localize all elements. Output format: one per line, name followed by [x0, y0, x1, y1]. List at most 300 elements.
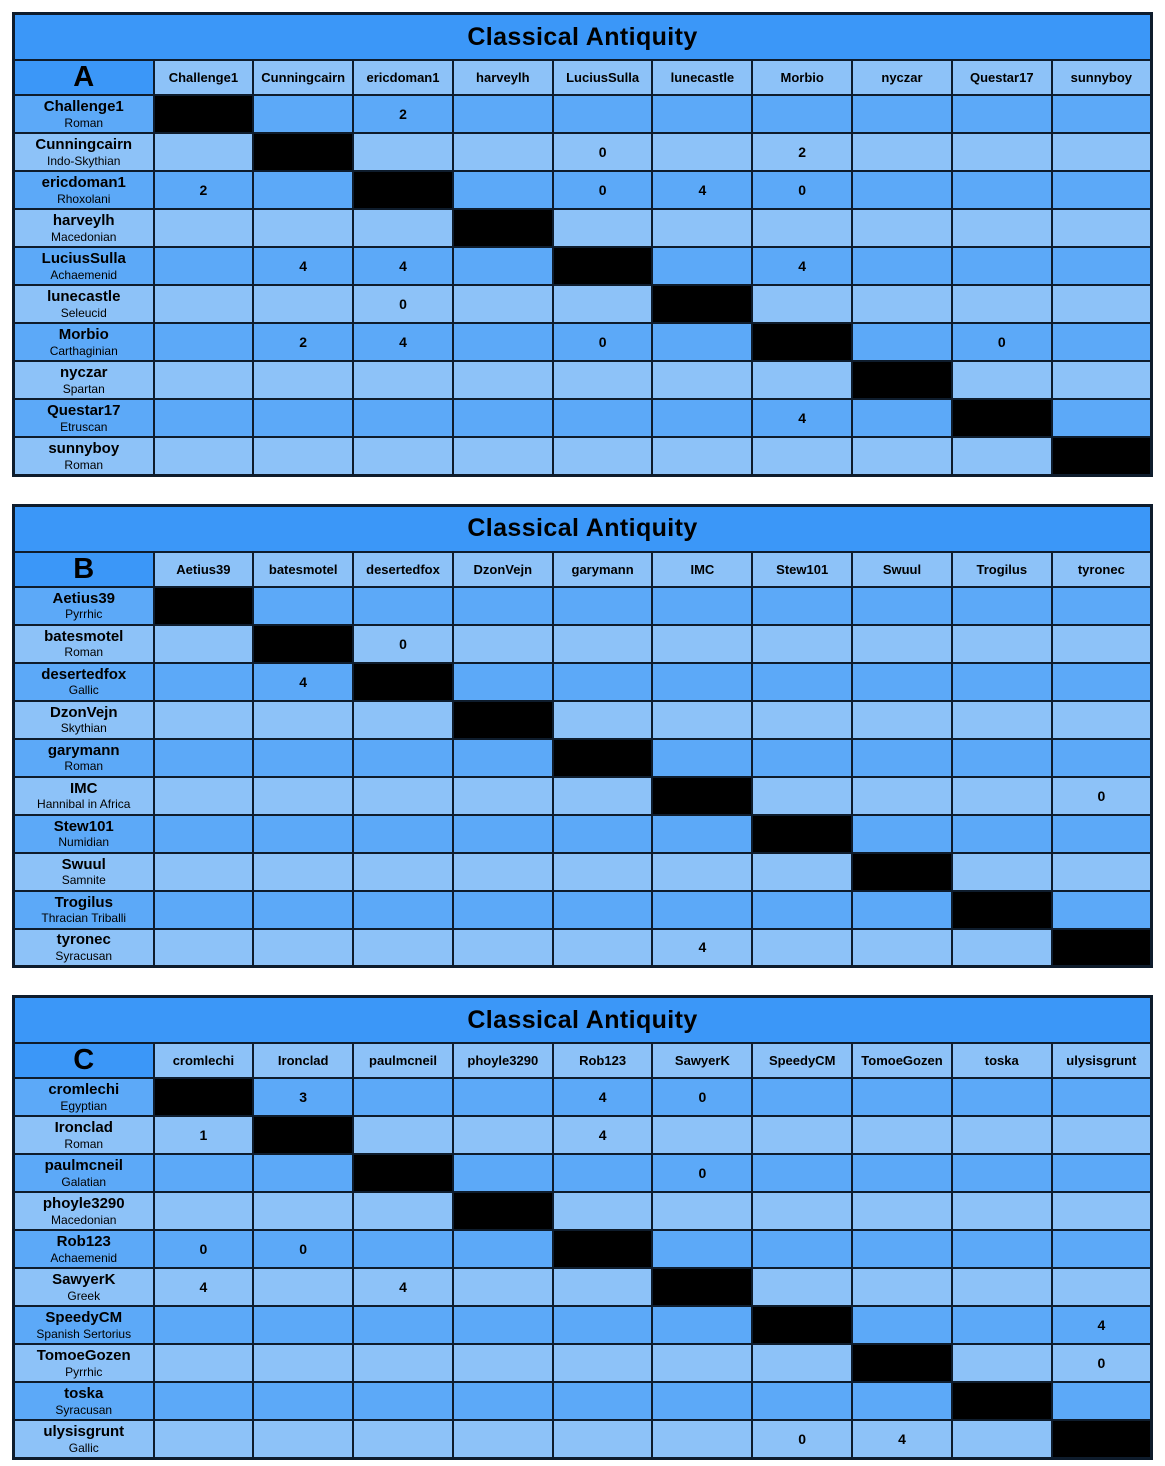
result-cell [652, 815, 752, 853]
result-cell [1052, 1192, 1152, 1230]
result-cell [253, 1420, 353, 1458]
result-cell [154, 929, 254, 967]
result-cell [1052, 399, 1152, 437]
result-cell: 4 [652, 171, 752, 209]
result-cell [453, 663, 553, 701]
diagonal-cell [154, 1078, 254, 1116]
result-cell [1052, 853, 1152, 891]
row-header [14, 1192, 154, 1230]
result-cell [952, 437, 1052, 475]
result-cell [253, 815, 353, 853]
result-cell [852, 1192, 952, 1230]
result-cell [154, 1420, 254, 1458]
table-body [14, 95, 1152, 475]
result-cell [652, 1192, 752, 1230]
diagonal-cell [553, 739, 653, 777]
result-cell [353, 1382, 453, 1420]
result-cell [154, 1154, 254, 1192]
result-cell [553, 663, 653, 701]
table-row [14, 701, 1152, 739]
result-cell [752, 1192, 852, 1230]
result-cell [253, 1268, 353, 1306]
diagonal-cell [652, 1268, 752, 1306]
result-cell [154, 701, 254, 739]
result-cell [253, 361, 353, 399]
result-cell: 2 [154, 171, 254, 209]
result-cell [952, 777, 1052, 815]
diagonal-cell [952, 399, 1052, 437]
result-cell: 0 [1052, 1344, 1152, 1382]
player-name: Morbio [58, 326, 109, 344]
result-cell [1052, 209, 1152, 247]
result-cell: 0 [353, 625, 453, 663]
result-cell [453, 1420, 553, 1458]
row-header [14, 171, 154, 209]
row-header [14, 133, 154, 171]
player-name: Cunningcairn [35, 136, 133, 154]
result-cell [952, 663, 1052, 701]
table-row [14, 1268, 1152, 1306]
row-header [14, 1230, 154, 1268]
result-cell [553, 437, 653, 475]
column-header: IMC [652, 552, 752, 587]
result-cell [453, 361, 553, 399]
result-cell [652, 247, 752, 285]
result-cell [952, 701, 1052, 739]
result-cell [652, 891, 752, 929]
result-cell [154, 891, 254, 929]
result-cell [952, 1344, 1052, 1382]
row-header [14, 587, 154, 625]
column-header: Aetius39 [154, 552, 254, 587]
player-faction: Roman [64, 115, 104, 130]
player-faction: Galatian [61, 1174, 107, 1189]
result-cell [453, 1154, 553, 1192]
player-faction: Etruscan [60, 419, 108, 434]
diagonal-cell [752, 323, 852, 361]
result-cell [353, 1078, 453, 1116]
result-cell [952, 171, 1052, 209]
result-cell [952, 361, 1052, 399]
column-header: SpeedyCM [752, 1043, 852, 1078]
result-cell [453, 929, 553, 967]
result-cell: 0 [752, 171, 852, 209]
result-cell [553, 587, 653, 625]
result-cell [952, 1420, 1052, 1458]
result-cell [752, 95, 852, 133]
result-cell: 4 [353, 247, 453, 285]
player-name: harveylh [52, 212, 115, 230]
column-header-row [14, 552, 1152, 587]
column-header: Cunningcairn [253, 60, 353, 95]
result-cell [553, 1268, 653, 1306]
result-cell [453, 891, 553, 929]
table-row [14, 1230, 1152, 1268]
row-header [14, 625, 154, 663]
column-header: TomoeGozen [852, 1043, 952, 1078]
result-cell [952, 815, 1052, 853]
diagonal-cell [952, 891, 1052, 929]
group-letter: A [14, 60, 154, 95]
result-cell [453, 323, 553, 361]
result-cell [453, 95, 553, 133]
result-cell [453, 853, 553, 891]
player-faction: Indo-Skythian [47, 153, 121, 168]
result-cell [752, 891, 852, 929]
result-cell [453, 1116, 553, 1154]
result-cell [453, 399, 553, 437]
result-cell: 4 [353, 323, 453, 361]
result-cell [652, 1116, 752, 1154]
result-cell [852, 1268, 952, 1306]
row-header [14, 1078, 154, 1116]
result-cell [952, 247, 1052, 285]
table-row [14, 1192, 1152, 1230]
diagonal-cell [154, 587, 254, 625]
table-row [14, 891, 1152, 929]
result-cell [952, 1268, 1052, 1306]
result-cell [353, 587, 453, 625]
result-cell [752, 929, 852, 967]
result-cell [952, 1154, 1052, 1192]
result-cell [453, 247, 553, 285]
result-cell [154, 739, 254, 777]
player-name: IMC [70, 779, 98, 797]
result-cell [253, 1382, 353, 1420]
result-cell: 4 [752, 399, 852, 437]
group-B-crosstable [12, 504, 1153, 969]
column-header-row [14, 1043, 1152, 1078]
result-cell [253, 1192, 353, 1230]
table-row [14, 929, 1152, 967]
result-cell [852, 133, 952, 171]
result-cell [453, 815, 553, 853]
result-cell [952, 929, 1052, 967]
result-cell [852, 739, 952, 777]
result-cell [154, 399, 254, 437]
result-cell: 4 [353, 1268, 453, 1306]
column-header: ericdoman1 [353, 60, 453, 95]
diagonal-cell [652, 777, 752, 815]
result-cell: 0 [553, 323, 653, 361]
row-header [14, 777, 154, 815]
result-cell [353, 361, 453, 399]
result-cell [852, 929, 952, 967]
player-name: Questar17 [47, 402, 121, 420]
player-faction: Achaemenid [50, 1250, 118, 1265]
result-cell [353, 209, 453, 247]
result-cell [453, 1344, 553, 1382]
result-cell [952, 1306, 1052, 1344]
table-row [14, 587, 1152, 625]
table-row [14, 209, 1152, 247]
result-cell: 4 [852, 1420, 952, 1458]
result-cell [154, 1306, 254, 1344]
result-cell [752, 853, 852, 891]
result-cell [1052, 361, 1152, 399]
result-cell [353, 133, 453, 171]
column-header: lunecastle [652, 60, 752, 95]
row-header [14, 739, 154, 777]
result-cell [154, 1192, 254, 1230]
result-cell [1052, 285, 1152, 323]
result-cell [652, 739, 752, 777]
result-cell [652, 323, 752, 361]
result-cell [253, 701, 353, 739]
result-cell [752, 625, 852, 663]
result-cell [1052, 1116, 1152, 1154]
column-header: garymann [553, 552, 653, 587]
result-cell [952, 1230, 1052, 1268]
diagonal-cell [652, 285, 752, 323]
result-cell: 0 [752, 1420, 852, 1458]
result-cell [553, 1420, 653, 1458]
result-cell [553, 1344, 653, 1382]
row-header [14, 437, 154, 475]
result-cell [752, 1154, 852, 1192]
group-A-crosstable [12, 12, 1153, 477]
result-cell [253, 209, 353, 247]
result-cell [652, 853, 752, 891]
table-row [14, 1344, 1152, 1382]
row-header [14, 209, 154, 247]
row-header [14, 663, 154, 701]
table-row [14, 1382, 1152, 1420]
result-cell: 1 [154, 1116, 254, 1154]
result-cell [553, 95, 653, 133]
table-row [14, 437, 1152, 475]
row-header [14, 815, 154, 853]
result-cell [752, 587, 852, 625]
table-row [14, 853, 1152, 891]
result-cell [752, 285, 852, 323]
tables-container [12, 12, 1153, 1460]
result-cell [652, 95, 752, 133]
table-row [14, 95, 1152, 133]
player-faction: Gallic [68, 1440, 99, 1455]
result-cell [852, 323, 952, 361]
result-cell [652, 663, 752, 701]
player-faction: Seleucid [60, 305, 107, 320]
result-cell [652, 587, 752, 625]
result-cell [852, 1306, 952, 1344]
table-head [14, 997, 1152, 1079]
result-cell [652, 1230, 752, 1268]
result-cell [154, 777, 254, 815]
result-cell [453, 437, 553, 475]
diagonal-cell [553, 247, 653, 285]
result-cell [1052, 1382, 1152, 1420]
column-header: harveylh [453, 60, 553, 95]
player-faction: Roman [64, 645, 104, 660]
result-cell [253, 399, 353, 437]
result-cell [752, 1268, 852, 1306]
diagonal-cell [1052, 437, 1152, 475]
player-faction: Greek [67, 1288, 101, 1303]
result-cell [1052, 95, 1152, 133]
result-cell [1052, 739, 1152, 777]
result-cell [453, 739, 553, 777]
result-cell [353, 815, 453, 853]
row-header [14, 1154, 154, 1192]
player-name: LuciusSulla [41, 250, 126, 268]
result-cell [553, 929, 653, 967]
result-cell [852, 701, 952, 739]
row-header [14, 323, 154, 361]
result-cell [1052, 625, 1152, 663]
result-cell [253, 891, 353, 929]
result-cell [453, 133, 553, 171]
player-faction: Achaemenid [50, 267, 118, 282]
result-cell [154, 625, 254, 663]
diagonal-cell [1052, 1420, 1152, 1458]
player-name: SpeedyCM [45, 1309, 123, 1327]
player-name: Aetius39 [52, 589, 116, 607]
result-cell [952, 285, 1052, 323]
column-header: Questar17 [952, 60, 1052, 95]
result-cell [154, 133, 254, 171]
table-title: Classical Antiquity [14, 997, 1152, 1044]
result-cell [952, 133, 1052, 171]
result-cell [154, 1382, 254, 1420]
column-header: Swuul [852, 552, 952, 587]
result-cell [952, 853, 1052, 891]
result-cell [1052, 587, 1152, 625]
result-cell [852, 209, 952, 247]
table-row [14, 1154, 1152, 1192]
result-cell [253, 171, 353, 209]
player-faction: Carthaginian [49, 343, 118, 358]
result-cell [553, 399, 653, 437]
table-body [14, 1078, 1152, 1458]
result-cell [154, 285, 254, 323]
result-cell [553, 1382, 653, 1420]
table-head [14, 505, 1152, 587]
diagonal-cell [852, 1344, 952, 1382]
result-cell: 0 [652, 1154, 752, 1192]
player-faction: Rhoxolani [57, 191, 111, 206]
column-header: Rob123 [553, 1043, 653, 1078]
player-name: paulmcneil [44, 1157, 123, 1175]
player-faction: Numidian [58, 835, 110, 850]
result-cell [553, 853, 653, 891]
player-faction: Roman [64, 759, 104, 774]
result-cell [652, 701, 752, 739]
result-cell: 4 [1052, 1306, 1152, 1344]
column-header: paulmcneil [353, 1043, 453, 1078]
result-cell [553, 701, 653, 739]
row-header [14, 1268, 154, 1306]
table-title: Classical Antiquity [14, 505, 1152, 552]
result-cell [253, 929, 353, 967]
result-cell [553, 891, 653, 929]
diagonal-cell [752, 815, 852, 853]
result-cell [154, 323, 254, 361]
player-name: toska [64, 1385, 104, 1403]
player-faction: Spartan [62, 381, 105, 396]
result-cell: 2 [752, 133, 852, 171]
result-cell [453, 1230, 553, 1268]
column-header: tyronec [1052, 552, 1152, 587]
result-cell [253, 95, 353, 133]
player-name: ulysisgrunt [43, 1422, 125, 1440]
result-cell [652, 1420, 752, 1458]
diagonal-cell [253, 133, 353, 171]
column-header: toska [952, 1043, 1052, 1078]
result-cell [453, 625, 553, 663]
result-cell [353, 437, 453, 475]
result-cell [453, 285, 553, 323]
column-header: Ironclad [253, 1043, 353, 1078]
result-cell [652, 399, 752, 437]
table-row [14, 1116, 1152, 1154]
result-cell [652, 437, 752, 475]
player-faction: Pyrrhic [65, 1364, 103, 1379]
result-cell [253, 739, 353, 777]
column-header: LuciusSulla [553, 60, 653, 95]
player-faction: Syracusan [55, 1402, 113, 1417]
result-cell: 4 [752, 247, 852, 285]
title-row [14, 14, 1152, 61]
player-name: SawyerK [52, 1271, 116, 1289]
result-cell [752, 1078, 852, 1116]
table-row [14, 815, 1152, 853]
result-cell [752, 1116, 852, 1154]
table-row [14, 663, 1152, 701]
result-cell [353, 1306, 453, 1344]
result-cell [154, 361, 254, 399]
player-name: desertedfox [41, 665, 127, 683]
result-cell [652, 209, 752, 247]
result-cell: 2 [253, 323, 353, 361]
result-cell [1052, 1268, 1152, 1306]
column-header: nyczar [852, 60, 952, 95]
player-name: lunecastle [47, 288, 121, 306]
result-cell [752, 701, 852, 739]
column-header: cromlechi [154, 1043, 254, 1078]
row-header [14, 1420, 154, 1458]
result-cell [353, 1420, 453, 1458]
result-cell [353, 701, 453, 739]
column-header: ulysisgrunt [1052, 1043, 1152, 1078]
diagonal-cell [353, 171, 453, 209]
row-header [14, 701, 154, 739]
result-cell [852, 1154, 952, 1192]
result-cell [453, 171, 553, 209]
player-faction: Samnite [61, 873, 106, 888]
player-name: Challenge1 [43, 98, 124, 116]
group-letter: B [14, 552, 154, 587]
diagonal-cell [952, 1382, 1052, 1420]
result-cell [652, 625, 752, 663]
result-cell [353, 1116, 453, 1154]
result-cell [553, 625, 653, 663]
result-cell: 0 [1052, 777, 1152, 815]
player-faction: Skythian [60, 721, 107, 736]
row-header [14, 361, 154, 399]
result-cell [752, 663, 852, 701]
row-header [14, 853, 154, 891]
result-cell [253, 777, 353, 815]
result-cell [752, 1344, 852, 1382]
result-cell [852, 1382, 952, 1420]
result-cell: 0 [952, 323, 1052, 361]
player-name: Trogilus [54, 893, 113, 911]
player-faction: Roman [64, 1136, 104, 1151]
column-header: Challenge1 [154, 60, 254, 95]
table-body [14, 587, 1152, 967]
result-cell [253, 1154, 353, 1192]
